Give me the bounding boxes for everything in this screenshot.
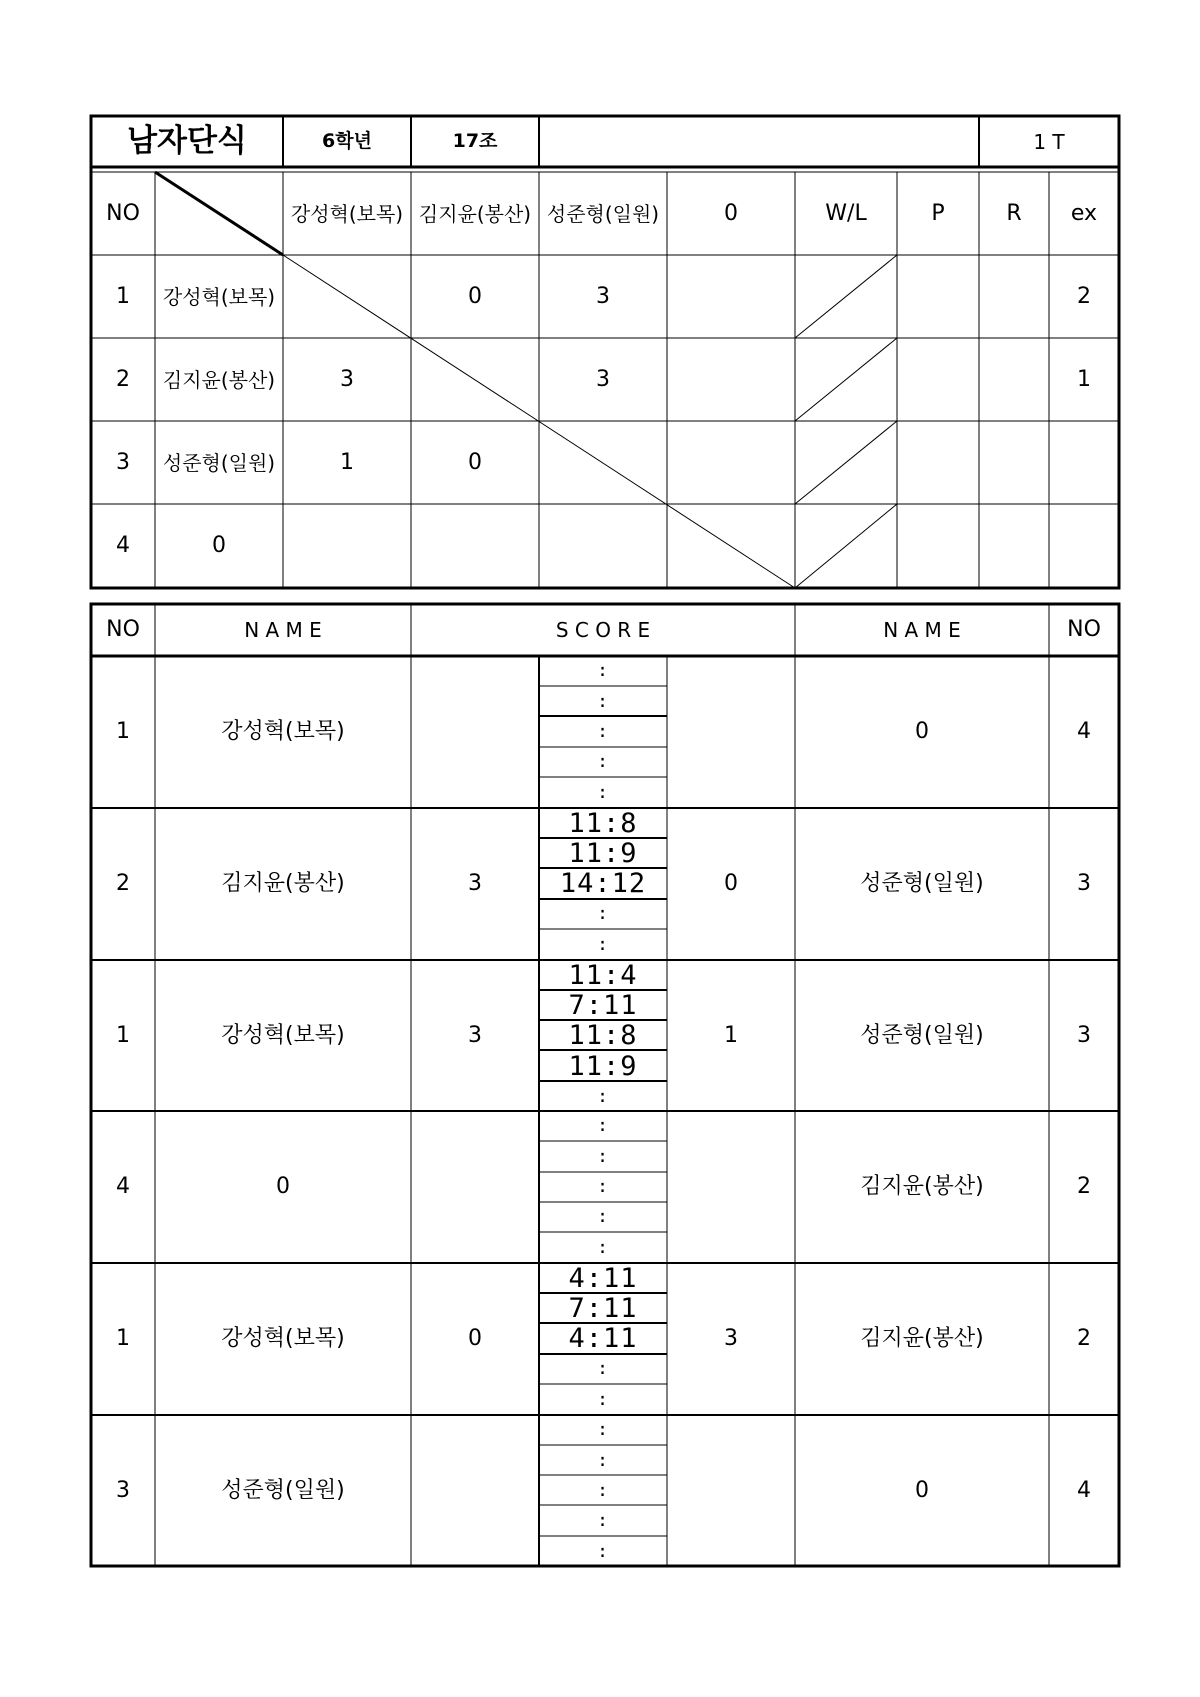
match-col-name-right: N A M E: [883, 618, 961, 642]
league-col-ex: ex: [1070, 200, 1098, 226]
game-score: :: [597, 1145, 609, 1167]
game-score: :: [597, 1419, 609, 1441]
match-no-left: 1: [116, 1326, 130, 1351]
game-score: 4:11: [568, 1262, 638, 1294]
league-col-r: R: [1006, 200, 1022, 226]
match-no-right: 2: [1077, 1326, 1091, 1351]
match-name-left: 강성혁(보목): [221, 719, 345, 744]
match-sets-right: [667, 1415, 795, 1567]
game-score: :: [597, 660, 609, 682]
match-name-right: 0: [915, 1478, 929, 1503]
game-score: 11:4: [568, 959, 638, 991]
match-col-score: S C O R E: [555, 618, 651, 642]
league-row-ex: 1: [1077, 366, 1091, 392]
game-score: :: [597, 720, 609, 742]
league-row-name: 0: [212, 533, 226, 558]
match-sets-right: 0: [724, 871, 738, 896]
league-col-p: P: [931, 200, 945, 226]
match-sets-right: [667, 1111, 795, 1263]
match-name-right: 김지윤(봉산): [860, 1326, 984, 1351]
game-score: :: [597, 1479, 609, 1501]
match-no-right: 3: [1077, 871, 1091, 896]
league-row-name: 강성혁(보목): [162, 284, 276, 309]
match-no-right: 4: [1077, 719, 1091, 744]
match-sets-left: [411, 1415, 539, 1567]
game-score: 7:11: [568, 990, 638, 1022]
game-score: 11:8: [568, 807, 638, 839]
game-score: 14:12: [559, 868, 647, 900]
league-row-name: 성준형(일원): [162, 450, 276, 475]
game-score: :: [597, 1115, 609, 1137]
match-no-left: 2: [116, 871, 130, 896]
match-sets-left: 0: [468, 1326, 482, 1351]
game-score: 11:9: [568, 1050, 638, 1082]
league-col-player-3: 성준형(일원): [546, 201, 660, 226]
match-sets-left: [411, 1111, 539, 1263]
match-col-name-left: N A M E: [244, 618, 322, 642]
league-row-ex: 2: [1077, 283, 1091, 309]
match-no-right: 3: [1077, 1023, 1091, 1048]
match-sets-left: 3: [468, 1023, 482, 1048]
match-no-left: 3: [116, 1478, 130, 1503]
match-name-right: 성준형(일원): [860, 1023, 984, 1048]
match-no-left: 4: [116, 1174, 130, 1199]
match-col-no-right: NO: [1067, 617, 1101, 642]
league-row-no: 2: [116, 366, 130, 392]
match-sets-left: [411, 656, 539, 808]
match-name-right: 성준형(일원): [860, 871, 984, 896]
game-score: :: [597, 1206, 609, 1228]
league-col-wl: W/L: [825, 200, 867, 226]
game-score: :: [597, 903, 609, 925]
game-score: :: [597, 1388, 609, 1410]
game-score: :: [597, 933, 609, 955]
match-no-left: 1: [116, 719, 130, 744]
league-col-player-1: 강성혁(보목): [290, 201, 404, 226]
league-row-no: 3: [116, 449, 130, 475]
league-cell: 0: [468, 283, 482, 309]
game-score: :: [597, 1358, 609, 1380]
group-label: 17조: [452, 130, 498, 152]
match-name-left: 성준형(일원): [221, 1478, 345, 1503]
game-score: :: [597, 1540, 609, 1562]
league-col-player-2: 김지윤(봉산): [418, 201, 532, 226]
match-sets-right: [667, 656, 795, 808]
table-number: 1 T: [1033, 129, 1065, 154]
league-row-no: 4: [116, 533, 130, 558]
grade-label: 6학년: [322, 130, 372, 152]
league-col-player-4: 0: [724, 200, 738, 226]
game-score: :: [597, 1236, 609, 1258]
league-col-no: NO: [106, 200, 140, 226]
league-cell: 3: [596, 283, 610, 309]
game-score: 11:8: [568, 1020, 638, 1052]
match-no-right: 2: [1077, 1174, 1091, 1199]
game-score: :: [597, 1449, 609, 1471]
league-row-no: 1: [116, 283, 130, 309]
game-score: :: [597, 690, 609, 712]
league-cell: 0: [468, 449, 482, 475]
league-cell: 3: [596, 366, 610, 392]
header-blank-field: [539, 116, 979, 167]
match-sets-right: 1: [724, 1023, 738, 1048]
event-title: 남자단식: [127, 123, 247, 159]
game-score: 11:9: [568, 838, 638, 870]
match-no-right: 4: [1077, 1478, 1091, 1503]
game-score: 7:11: [568, 1293, 638, 1325]
match-sets-right: 3: [724, 1326, 738, 1351]
match-name-left: 강성혁(보목): [221, 1326, 345, 1351]
game-score: :: [597, 1085, 609, 1107]
game-score: :: [597, 1175, 609, 1197]
match-no-left: 1: [116, 1023, 130, 1048]
game-score: 4:11: [568, 1323, 638, 1355]
league-cell: 1: [340, 449, 354, 475]
match-name-left: 0: [276, 1174, 290, 1199]
league-row-name: 김지윤(봉산): [162, 367, 276, 392]
match-col-no-left: NO: [106, 617, 140, 642]
game-score: :: [597, 1510, 609, 1532]
match-name-right: 김지윤(봉산): [860, 1174, 984, 1199]
game-score: :: [597, 781, 609, 803]
match-name-left: 강성혁(보목): [221, 1023, 345, 1048]
match-sets-left: 3: [468, 871, 482, 896]
match-name-right: 0: [915, 719, 929, 744]
match-name-left: 김지윤(봉산): [221, 871, 345, 896]
league-cell: 3: [340, 366, 354, 392]
game-score: :: [597, 751, 609, 773]
